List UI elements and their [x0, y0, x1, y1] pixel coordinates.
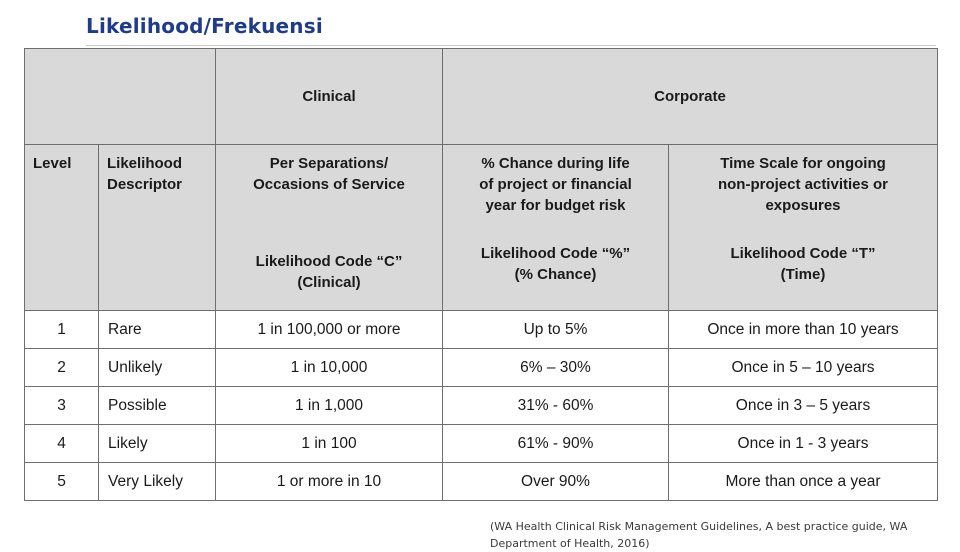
clinical-cell: 1 or more in 10: [216, 463, 443, 501]
time-code-line2: (Time): [780, 266, 826, 283]
chance-cell: 6% – 30%: [443, 349, 669, 387]
descriptor-header-line2: Descriptor: [107, 176, 183, 193]
chance-code-line1: Likelihood Code “%”: [480, 245, 631, 262]
time-code-line1: Likelihood Code “T”: [730, 245, 876, 262]
likelihood-table: [24, 48, 938, 501]
descriptor-header: [99, 145, 216, 311]
clinical-group-header: Clinical: [216, 49, 443, 145]
time-header-line2: non-project activities or: [717, 176, 889, 193]
title-divider: [86, 45, 936, 46]
time-header-line1: Time Scale for ongoing: [720, 155, 886, 172]
chance-code-line2: (% Chance): [514, 266, 597, 283]
slide-title: Likelihood/Frekuensi: [86, 14, 323, 38]
clinical-cell: 1 in 1,000: [216, 387, 443, 425]
clinical-cell: 1 in 10,000: [216, 349, 443, 387]
clinical-cell: 1 in 100,000 or more: [216, 311, 443, 349]
level-header: [25, 145, 99, 311]
blank-header-cell: [25, 49, 216, 145]
corporate-group-header: Corporate: [443, 49, 938, 145]
column-header-row: [25, 145, 938, 311]
citation-line2: Department of Health, 2016): [490, 537, 650, 550]
chance-cell: Over 90%: [443, 463, 669, 501]
descriptor-header-line1: Likelihood: [107, 155, 182, 172]
level-cell: 2: [25, 349, 99, 387]
citation: [490, 518, 940, 552]
table-row: [25, 463, 938, 501]
clinical-code-line2: (Clinical): [297, 274, 361, 291]
table-row: [25, 387, 938, 425]
time-cell: Once in 1 - 3 years: [669, 425, 938, 463]
descriptor-cell: Very Likely: [99, 463, 216, 501]
descriptor-cell: Possible: [99, 387, 216, 425]
clinical-cell: 1 in 100: [216, 425, 443, 463]
descriptor-cell: Unlikely: [99, 349, 216, 387]
table-row: [25, 349, 938, 387]
level-cell: 5: [25, 463, 99, 501]
clinical-code-line1: Likelihood Code “C”: [255, 253, 403, 270]
clinical-header-line1: Per Separations/: [269, 155, 389, 172]
clinical-header-line2: Occasions of Service: [253, 176, 405, 193]
chance-cell: 61% - 90%: [443, 425, 669, 463]
level-header-text: Level: [33, 155, 72, 172]
chance-header-line2: of project or financial: [479, 176, 632, 193]
clinical-header: [216, 145, 443, 311]
chance-cell: Up to 5%: [443, 311, 669, 349]
group-header-row: [25, 49, 938, 145]
table-row: [25, 311, 938, 349]
chance-header-line1: % Chance during life: [481, 155, 630, 172]
time-cell: Once in more than 10 years: [669, 311, 938, 349]
citation-line1: (WA Health Clinical Risk Management Guidelines, A best practice guide, WA: [490, 520, 908, 533]
level-cell: 1: [25, 311, 99, 349]
time-cell: Once in 3 – 5 years: [669, 387, 938, 425]
descriptor-cell: Likely: [99, 425, 216, 463]
chance-header: [443, 145, 669, 311]
descriptor-cell: Rare: [99, 311, 216, 349]
time-header-line3: exposures: [765, 197, 841, 214]
time-header: [669, 145, 938, 311]
chance-cell: 31% - 60%: [443, 387, 669, 425]
level-cell: 3: [25, 387, 99, 425]
time-cell: More than once a year: [669, 463, 938, 501]
table-row: [25, 425, 938, 463]
time-cell: Once in 5 – 10 years: [669, 349, 938, 387]
level-cell: 4: [25, 425, 99, 463]
chance-header-line3: year for budget risk: [485, 197, 626, 214]
